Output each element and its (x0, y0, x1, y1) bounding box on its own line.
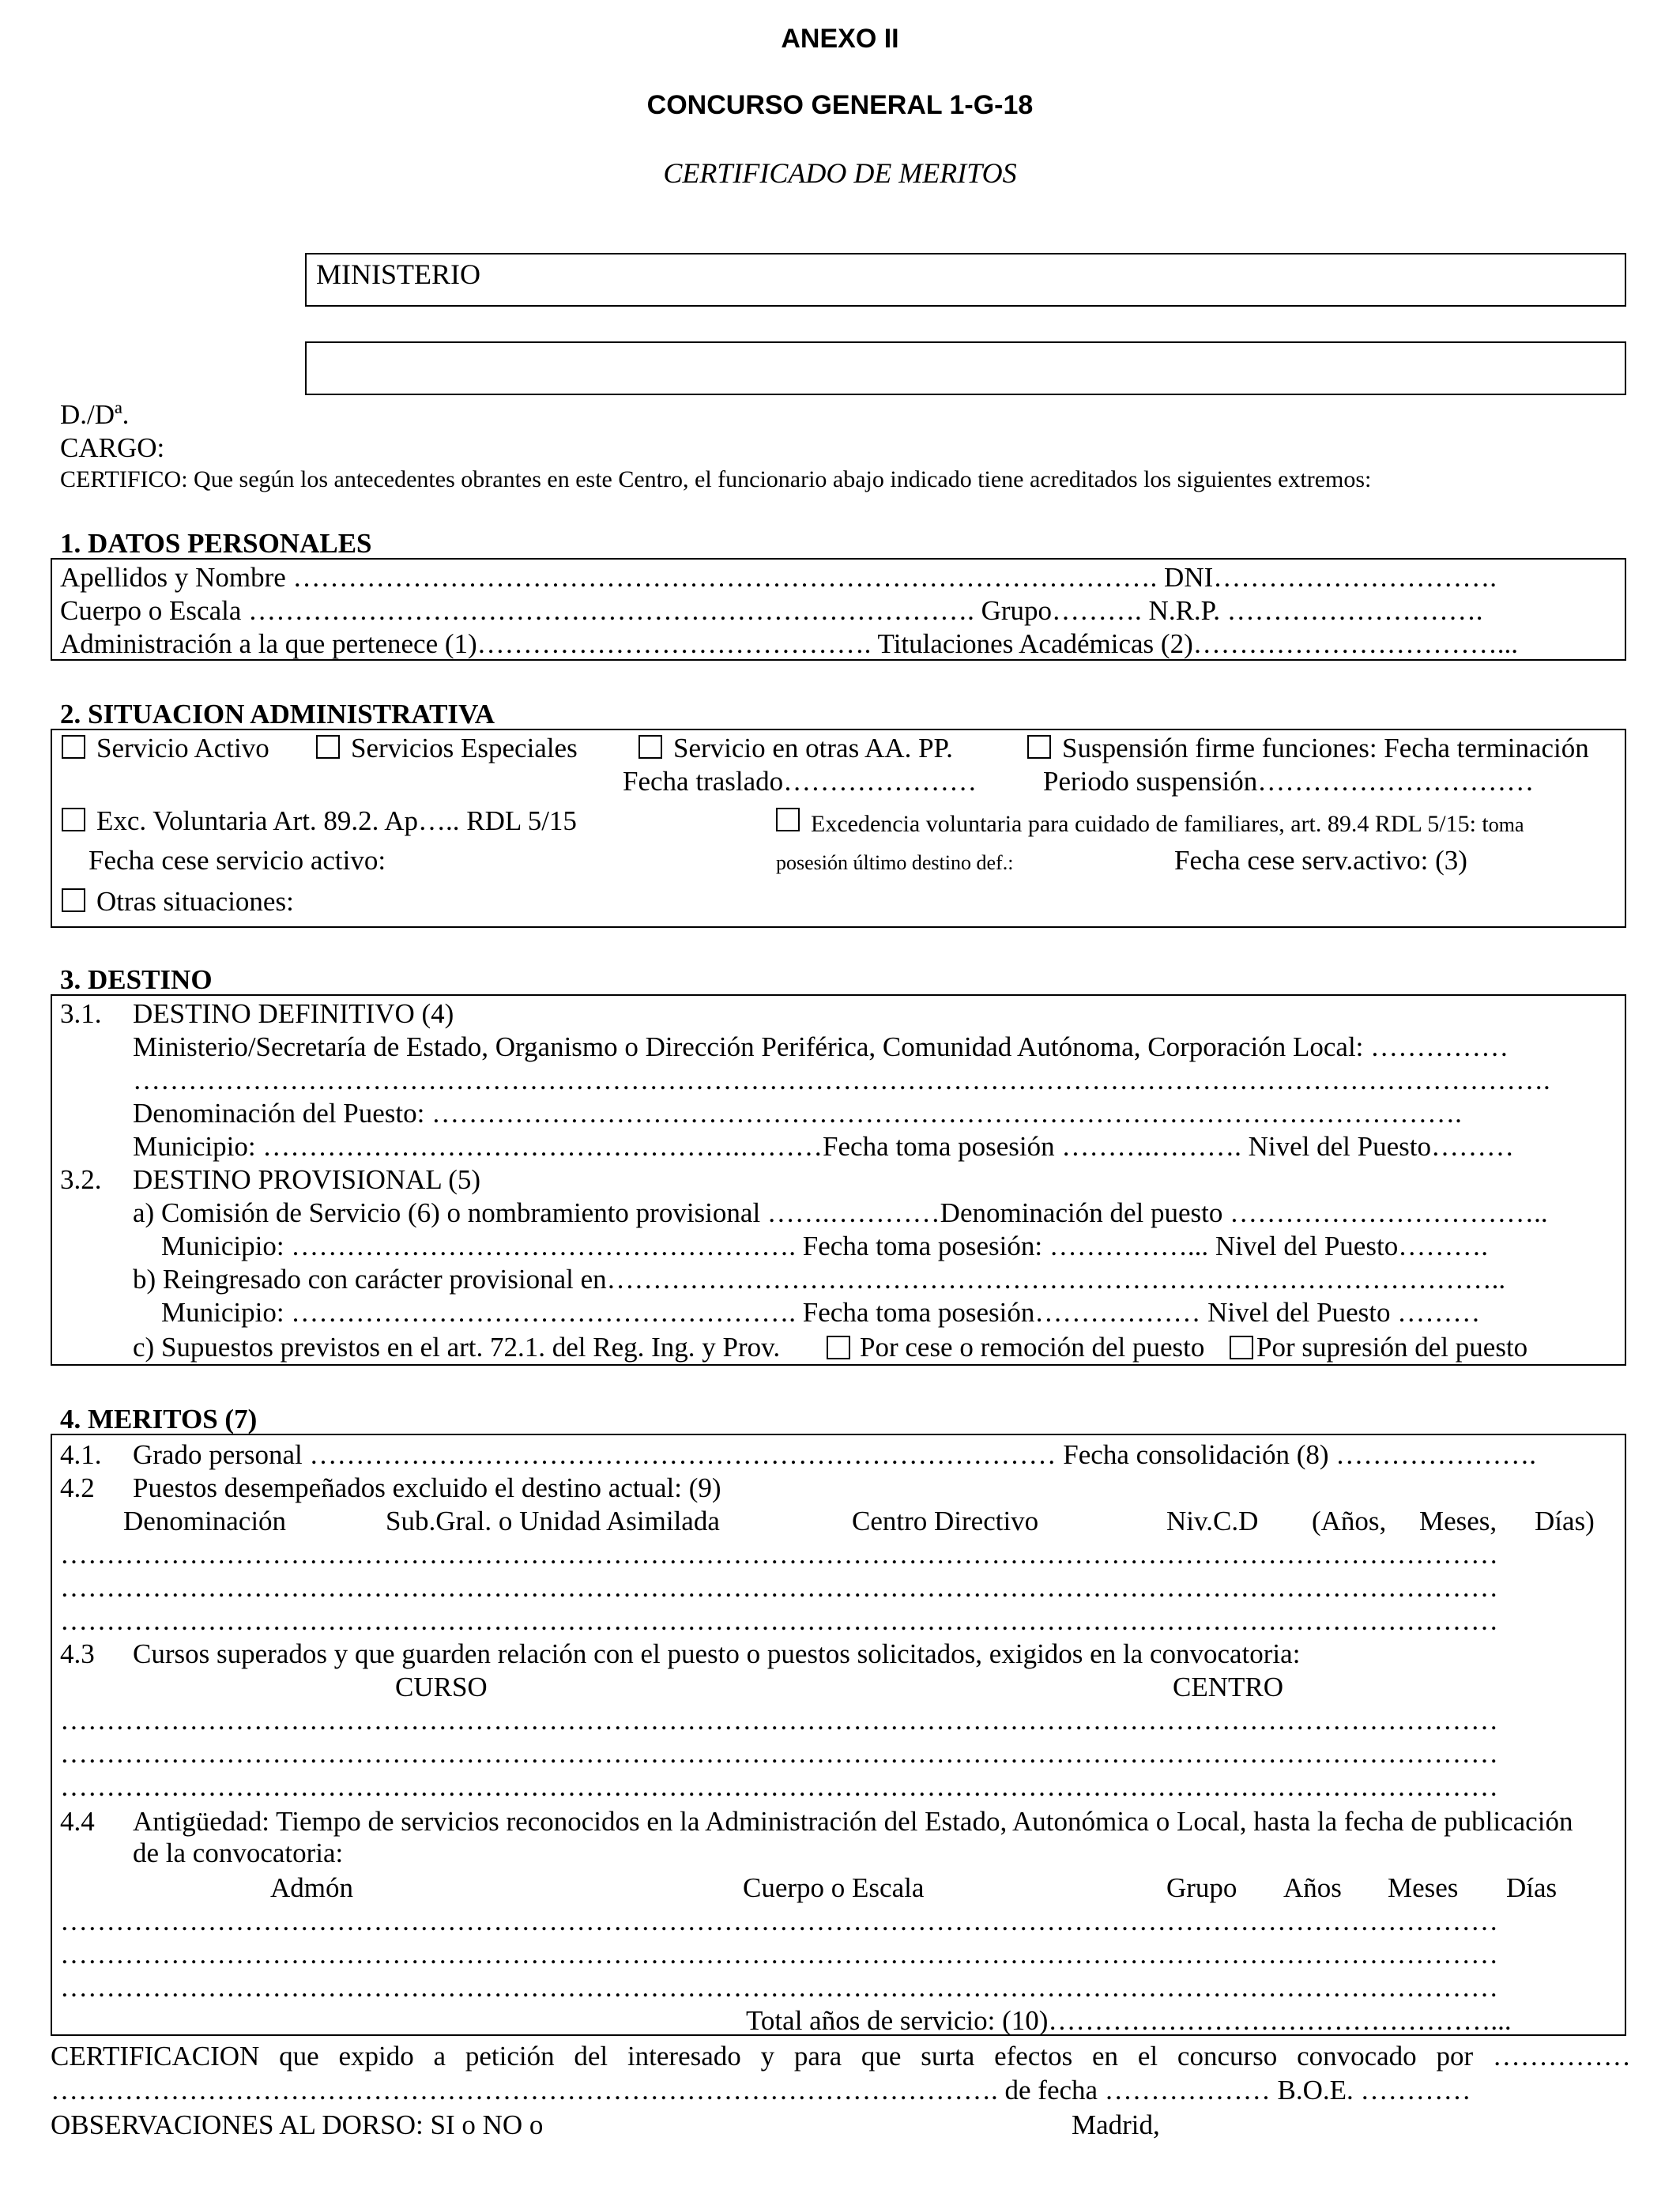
cert-word: a (433, 2041, 446, 2071)
exc-voluntaria-label: Exc. Voluntaria Art. 89.2. Ap….. RDL 5/15 (96, 805, 577, 836)
cert-word: en (1092, 2041, 1119, 2071)
ministerio-continuation[interactable]: ………………………………………………………………………………………………………………………………………. (133, 1065, 1550, 1095)
num-3-1: 3.1. (60, 998, 102, 1029)
apellidos-line[interactable]: Apellidos y Nombre …………………………………………………………………………………. DNI…………………………. (60, 562, 1497, 593)
observaciones-dorso: OBSERVACIONES AL DORSO: SI o NO o (51, 2109, 544, 2140)
servicios-especiales-checkbox[interactable] (316, 735, 340, 759)
grado-personal-line[interactable]: Grado personal ……………………………………………………………………… Fecha consolidación (8) …………………. (133, 1439, 1537, 1470)
puestos-row[interactable]: ………………………………………………………………………………………………………………………………………… (60, 1605, 1498, 1636)
cert-word: expido (338, 2041, 414, 2071)
col-anos: (Años, (1312, 1506, 1387, 1536)
periodo-suspension-field[interactable]: Periodo suspensión………………………… (1043, 766, 1535, 797)
cuerpo-line[interactable]: Cuerpo o Escala ……………………………………………………………………. Grupo………. N.R.P. ………………………. (60, 595, 1483, 626)
excedencia-cuidado-suffix: oma (1488, 813, 1524, 836)
cursos-row[interactable]: ………………………………………………………………………………………………………………………………………… (60, 1738, 1498, 1769)
cursos-label: Cursos superados y que guarden relación con el puesto o puestos solicitados, exigidos en la convocatoria: (133, 1638, 1301, 1669)
excedencia-cuidado-label (811, 808, 1524, 839)
por-supresion-label: Por supresión del puesto (1256, 1332, 1528, 1363)
antiguedad-row[interactable]: ………………………………………………………………………………………………………………………………………… (60, 1939, 1498, 1970)
col-meses: Meses, (1419, 1506, 1497, 1536)
puestos-label: Puestos desempeñados excluido el destino actual: (9) (133, 1472, 721, 1503)
col-dias: Días) (1535, 1506, 1595, 1536)
col-centro-directivo: Centro Directivo (852, 1506, 1039, 1536)
col-dias-44: Días (1506, 1872, 1558, 1903)
cert-word: del (574, 2041, 608, 2071)
destino-provisional-title: DESTINO PROVISIONAL (5) (133, 1164, 481, 1195)
excedencia-cuidado-text: Excedencia voluntaria para cuidado de familiares, art. 89.4 RDL 5/15: t (811, 811, 1489, 837)
excedencia-cuidado-checkbox[interactable] (776, 808, 800, 831)
por-cese-checkbox[interactable] (827, 1336, 850, 1359)
municipio-reingresado-line[interactable]: Municipio: ………………………………………………. Fecha toma posesión……………… Nivel del Puesto ……… (161, 1297, 1481, 1328)
otras-situaciones-checkbox[interactable] (62, 888, 85, 912)
col-admon: Admón (270, 1872, 353, 1903)
dd-label: D./Dª. (60, 399, 130, 430)
antiguedad-row[interactable]: ………………………………………………………………………………………………………………………………………… (60, 1906, 1498, 1936)
col-grupo: Grupo (1166, 1872, 1237, 1903)
col-centro: CENTRO (1173, 1672, 1283, 1702)
total-anos-servicio[interactable]: Total años de servicio: (10)…………………………………………... (746, 2005, 1512, 2036)
ministry-field[interactable] (305, 253, 1626, 307)
col-subgral: Sub.Gral. o Unidad Asimilada (386, 1506, 720, 1536)
fecha-cese-3-label: Fecha cese serv.activo: (3) (1174, 845, 1467, 876)
cert-word: convocado (1297, 2041, 1417, 2071)
denominacion-puesto-line[interactable]: Denominación del Puesto: …………………………………………………………………………………………………. (133, 1098, 1462, 1129)
num-4-2: 4.2 (60, 1472, 95, 1503)
otras-situaciones-label: Otras situaciones: (96, 886, 294, 917)
col-denominacion: Denominación (123, 1506, 287, 1536)
municipio-definitivo-line[interactable]: Municipio: …………………………………………….………Fecha toma posesión ……….………. Nivel del Puesto……… (133, 1131, 1514, 1162)
document-title: CERTIFICADO DE MERITOS (663, 157, 1017, 189)
cert-word: CERTIFICACION (51, 2041, 260, 2071)
fecha-traslado-field[interactable]: Fecha traslado………………… (623, 766, 977, 797)
num-4-3: 4.3 (60, 1638, 95, 1669)
fecha-boe-line[interactable]: …………………………………………………………………………………………. de fecha ……………… B.O.E. ………… (51, 2075, 1471, 2105)
num-3-2: 3.2. (60, 1164, 102, 1195)
contest-title: CONCURSO GENERAL 1-G-18 (646, 90, 1034, 120)
convocado-por-field[interactable]: …………… (1492, 2041, 1631, 2071)
administracion-line[interactable]: Administración a la que pertenece (1)……………………………………. Titulaciones Académicas (2)……………………………... (60, 628, 1518, 659)
cert-word: efectos (994, 2041, 1073, 2071)
col-anos-44: Años (1283, 1872, 1342, 1903)
ministerio-line[interactable]: Ministerio/Secretaría de Estado, Organismo o Dirección Periférica, Comunidad Autónoma, Corporación Local: …………… (133, 1031, 1509, 1062)
cursos-row[interactable]: ………………………………………………………………………………………………………………………………………… (60, 1771, 1498, 1802)
col-cuerpo-escala: Cuerpo o Escala (743, 1872, 925, 1903)
municipio-provisional-line[interactable]: Municipio: ………………………………………………. Fecha toma posesión: ……………... Nivel del Puesto………. (161, 1231, 1488, 1261)
cert-word: por (1436, 2041, 1474, 2071)
comision-servicio-line[interactable]: a) Comisión de Servicio (6) o nombramiento provisional …….…………Denominación del puesto …………………………….. (133, 1197, 1548, 1228)
por-supresion-checkbox[interactable] (1230, 1336, 1253, 1359)
servicio-activo-checkbox[interactable] (62, 735, 85, 759)
cert-word: que (861, 2041, 902, 2071)
num-4-4: 4.4 (60, 1806, 95, 1837)
posesion-label: posesión último destino def.: (776, 851, 1014, 874)
exc-voluntaria-checkbox[interactable] (62, 808, 85, 831)
cursos-row[interactable]: ………………………………………………………………………………………………………………………………………… (60, 1705, 1498, 1736)
col-nivel: Niv.C.D (1166, 1506, 1259, 1536)
cert-word: concurso (1177, 2041, 1278, 2071)
cert-word: interesado (627, 2041, 741, 2071)
section-1-title: 1. DATOS PERSONALES (60, 528, 372, 559)
supuestos-label: c) Supuestos previstos en el art. 72.1. del Reg. Ing. y Prov. (133, 1332, 781, 1363)
destino-definitivo-title: DESTINO DEFINITIVO (4) (133, 998, 454, 1029)
servicio-otras-label: Servicio en otras AA. PP. (673, 733, 953, 763)
cert-word: surta (921, 2041, 975, 2071)
cargo-label: CARGO: (60, 432, 165, 463)
reingresado-line[interactable]: b) Reingresado con carácter provisional en…………………………………………………………………………………….. (133, 1264, 1506, 1295)
cert-word: petición (465, 2041, 555, 2071)
cert-word: el (1137, 2041, 1158, 2071)
puestos-row[interactable]: ………………………………………………………………………………………………………………………………………… (60, 1572, 1498, 1603)
certificacion-line (51, 2041, 1631, 2072)
ministry-label: MINISTERIO (316, 258, 480, 290)
ministry-second-field[interactable] (305, 341, 1626, 395)
suspension-checkbox[interactable] (1027, 735, 1051, 759)
col-meses-44: Meses (1388, 1872, 1459, 1903)
antiguedad-label: Antigüedad: Tiempo de servicios reconocidos en la Administración del Estado, Autonómica o Local, hasta la fecha de publicación (133, 1806, 1573, 1837)
suspension-label: Suspensión firme funciones: Fecha terminación (1062, 733, 1589, 763)
cert-word: y (760, 2041, 775, 2071)
por-cese-label: Por cese o remoción del puesto (860, 1332, 1205, 1363)
antiguedad-label-cont: de la convocatoria: (133, 1838, 344, 1868)
certifico-text: CERTIFICO: Que según los antecedentes obrantes en este Centro, el funcionario abajo indicado tiene acreditados los siguientes extremos: (60, 466, 1372, 492)
col-curso: CURSO (395, 1672, 488, 1702)
servicio-otras-checkbox[interactable] (638, 735, 662, 759)
cert-word: para (793, 2041, 842, 2071)
antiguedad-row[interactable]: ………………………………………………………………………………………………………………………………………… (60, 1972, 1498, 2003)
servicios-especiales-label: Servicios Especiales (351, 733, 578, 763)
cert-word: que (279, 2041, 319, 2071)
section-4-title: 4. MERITOS (7) (60, 1404, 258, 1434)
servicio-activo-label: Servicio Activo (96, 733, 269, 763)
num-4-1: 4.1. (60, 1439, 102, 1470)
annex-title: ANEXO II (781, 24, 899, 54)
fecha-cese-label: Fecha cese servicio activo: (89, 845, 386, 876)
puestos-row[interactable]: ………………………………………………………………………………………………………………………………………… (60, 1539, 1498, 1570)
section-2-title: 2. SITUACION ADMINISTRATIVA (60, 699, 495, 729)
section-3-title: 3. DESTINO (60, 964, 213, 995)
madrid-label: Madrid, (1072, 2109, 1160, 2140)
